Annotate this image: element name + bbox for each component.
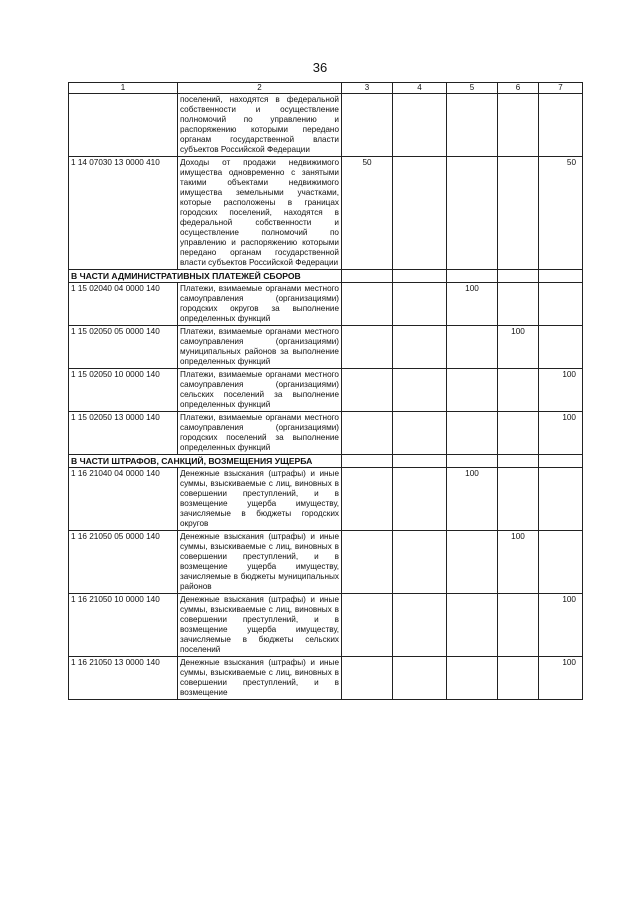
value-cell	[447, 531, 498, 594]
page-number: 36	[312, 60, 328, 75]
code-cell: 1 15 02050 10 0000 140	[69, 369, 178, 412]
value-cell: 100	[539, 594, 583, 657]
value-cell	[342, 594, 393, 657]
empty-cell	[393, 270, 447, 283]
value-cell	[393, 94, 447, 157]
value-cell	[447, 94, 498, 157]
value-cell: 100	[539, 369, 583, 412]
empty-cell	[539, 455, 583, 468]
code-cell	[69, 94, 178, 157]
name-cell: Платежи, взимаемые органами местного самоуправления (организациями) городских округов за выполнение определенных функций	[178, 283, 342, 326]
value-cell	[342, 531, 393, 594]
column-header: 4	[393, 83, 447, 94]
empty-cell	[342, 455, 393, 468]
value-cell	[342, 94, 393, 157]
value-cell: 100	[498, 326, 539, 369]
section-header-row	[69, 270, 583, 283]
section-header-row	[69, 455, 583, 468]
table-row	[69, 594, 583, 657]
column-header: 1	[69, 83, 178, 94]
value-cell	[498, 369, 539, 412]
code-cell: 1 16 21050 10 0000 140	[69, 594, 178, 657]
value-cell: 100	[447, 468, 498, 531]
value-cell	[498, 657, 539, 700]
table-row	[69, 468, 583, 531]
column-header: 3	[342, 83, 393, 94]
value-cell	[447, 657, 498, 700]
value-cell	[498, 468, 539, 531]
value-cell	[393, 594, 447, 657]
value-cell	[539, 94, 583, 157]
value-cell: 50	[342, 157, 393, 270]
value-cell	[393, 283, 447, 326]
value-cell	[393, 326, 447, 369]
section-title: В ЧАСТИ АДМИНИСТРАТИВНЫХ ПЛАТЕЖЕЙ СБОРОВ	[69, 270, 342, 283]
value-cell	[539, 531, 583, 594]
value-cell	[539, 326, 583, 369]
value-cell: 100	[539, 657, 583, 700]
code-cell: 1 15 02050 05 0000 140	[69, 326, 178, 369]
value-cell: 100	[539, 412, 583, 455]
table-row	[69, 657, 583, 700]
value-cell: 50	[539, 157, 583, 270]
code-cell: 1 16 21040 04 0000 140	[69, 468, 178, 531]
value-cell	[447, 369, 498, 412]
empty-cell	[447, 455, 498, 468]
value-cell: 100	[498, 531, 539, 594]
code-cell: 1 16 21050 13 0000 140	[69, 657, 178, 700]
value-cell	[393, 531, 447, 594]
value-cell	[342, 468, 393, 531]
column-header: 2	[178, 83, 342, 94]
table-row	[69, 369, 583, 412]
value-cell	[498, 283, 539, 326]
value-cell	[342, 412, 393, 455]
value-cell	[393, 657, 447, 700]
empty-cell	[539, 270, 583, 283]
value-cell	[498, 412, 539, 455]
column-header: 5	[447, 83, 498, 94]
column-header: 7	[539, 83, 583, 94]
value-cell	[342, 657, 393, 700]
empty-cell	[498, 270, 539, 283]
empty-cell	[498, 455, 539, 468]
name-cell: Денежные взыскания (штрафы) и иные суммы, взыскиваемые с лиц, виновных в совершении преступлений, и в возмещение ущерба имуществу, зачисляемые в бюджеты муниципальных районов	[178, 531, 342, 594]
table-header-row	[69, 83, 583, 94]
code-cell: 1 15 02040 04 0000 140	[69, 283, 178, 326]
value-cell	[393, 369, 447, 412]
name-cell: Доходы от продажи недвижимого имущества одновременно с занятыми такими объектами недвижимого имущества земельными участками, которые расположены в границах городских поселений, находятся в федеральной собственности и осуществление полномочий по управлению и распоряжению которыми передано органам государственной власти субъектов Российской Федерации	[178, 157, 342, 270]
code-cell: 1 16 21050 05 0000 140	[69, 531, 178, 594]
empty-cell	[342, 270, 393, 283]
table-row	[69, 531, 583, 594]
value-cell	[393, 412, 447, 455]
table-row	[69, 283, 583, 326]
section-title: В ЧАСТИ ШТРАФОВ, САНКЦИЙ, ВОЗМЕЩЕНИЯ УЩЕРБА	[69, 455, 342, 468]
value-cell	[447, 594, 498, 657]
name-cell: Денежные взыскания (штрафы) и иные суммы, взыскиваемые с лиц, виновных в совершении преступлений, и в возмещение	[178, 657, 342, 700]
value-cell	[447, 157, 498, 270]
value-cell	[447, 326, 498, 369]
code-cell: 1 14 07030 13 0000 410	[69, 157, 178, 270]
value-cell	[393, 468, 447, 531]
table-row	[69, 94, 583, 157]
value-cell	[342, 369, 393, 412]
name-cell: Платежи, взимаемые органами местного самоуправления (организациями) сельских поселений за выполнение определенных функций	[178, 369, 342, 412]
table-row	[69, 157, 583, 270]
name-cell: Денежные взыскания (штрафы) и иные суммы, взыскиваемые с лиц, виновных в совершении преступлений, и в возмещение ущерба имуществу, зачисляемые в бюджеты сельских поселений	[178, 594, 342, 657]
name-cell: поселений, находятся в федеральной собственности и осуществление полномочий по управлению и распоряжению которыми передано органам государственной власти субъектов Российской Федерации	[178, 94, 342, 157]
name-cell: Денежные взыскания (штрафы) и иные суммы, взыскиваемые с лиц, виновных в совершении преступлений, и в возмещение ущерба имуществу, зачисляемые в бюджеты городских округов	[178, 468, 342, 531]
table-row	[69, 412, 583, 455]
value-cell	[393, 157, 447, 270]
value-cell	[498, 94, 539, 157]
name-cell: Платежи, взимаемые органами местного самоуправления (организациями) муниципальных районов за выполнение определенных функций	[178, 326, 342, 369]
revenue-distribution-table	[68, 82, 583, 700]
value-cell	[498, 594, 539, 657]
value-cell	[447, 412, 498, 455]
value-cell: 100	[447, 283, 498, 326]
empty-cell	[393, 455, 447, 468]
name-cell: Платежи, взимаемые органами местного самоуправления (организациями) городских поселений за выполнение определенных функций	[178, 412, 342, 455]
column-header: 6	[498, 83, 539, 94]
value-cell	[539, 283, 583, 326]
table-row	[69, 326, 583, 369]
value-cell	[342, 283, 393, 326]
value-cell	[498, 157, 539, 270]
code-cell: 1 15 02050 13 0000 140	[69, 412, 178, 455]
value-cell	[342, 326, 393, 369]
value-cell	[539, 468, 583, 531]
empty-cell	[447, 270, 498, 283]
